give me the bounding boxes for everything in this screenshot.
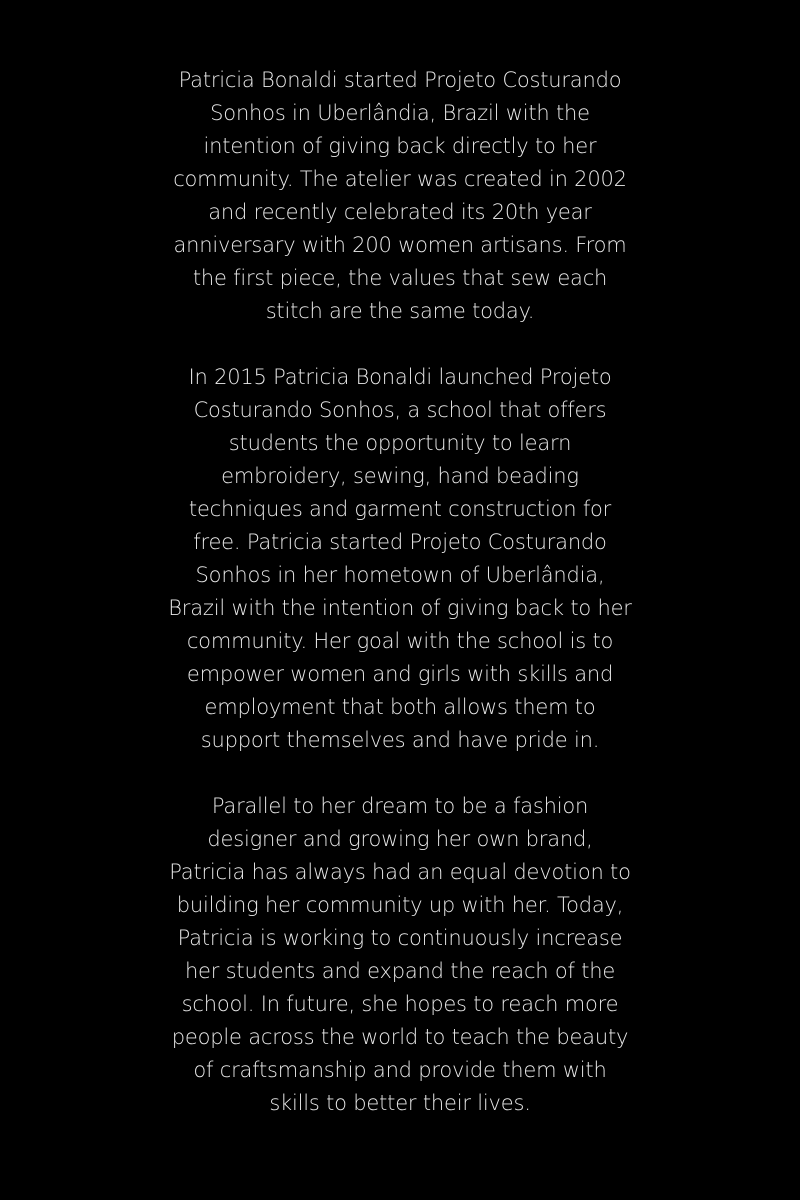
- text-line: students the opportunity to learn: [228, 431, 572, 455]
- text-line: techniques and garment construction for: [188, 497, 612, 521]
- text-line: employment that both allows them to: [204, 695, 596, 719]
- text-line: intention of giving back directly to her: [203, 134, 597, 158]
- text-line: people across the world to teach the beauty: [171, 1025, 629, 1049]
- text-line: empower women and girls with skills and: [186, 662, 614, 686]
- text-line: community. The atelier was created in 2002: [173, 167, 627, 191]
- text-line: designer and growing her own brand,: [207, 827, 593, 851]
- text-line: her students and expand the reach of the: [184, 959, 616, 983]
- text-line: embroidery, sewing, hand beading: [221, 464, 579, 488]
- text-line: building her community up with her. Today,: [176, 893, 624, 917]
- text-line: Costurando Sonhos, a school that offers: [193, 398, 607, 422]
- text-line: Patricia has always had an equal devotion to: [169, 860, 631, 884]
- text-line: Parallel to her dream to be a fashion: [211, 794, 589, 818]
- text-line: school. In future, she hopes to reach more: [181, 992, 619, 1016]
- paragraph-vision: [130, 790, 670, 1120]
- paragraph-school: [130, 361, 670, 757]
- text-line: Sonhos in her hometown of Uberlândia,: [195, 563, 605, 587]
- text-page: [0, 64, 800, 1120]
- text-line: support themselves and have pride in.: [200, 728, 600, 752]
- text-line: skills to better their lives.: [269, 1091, 531, 1115]
- paragraph-history: [130, 64, 670, 328]
- text-line: Patricia is working to continuously increase: [177, 926, 623, 950]
- text-line: community. Her goal with the school is to: [186, 629, 614, 653]
- text-line: the first piece, the values that sew each: [192, 266, 608, 290]
- text-line: Patricia Bonaldi started Projeto Costurando: [178, 68, 622, 92]
- text-line: anniversary with 200 women artisans. From: [173, 233, 627, 257]
- text-line: and recently celebrated its 20th year: [208, 200, 592, 224]
- text-line: Brazil with the intention of giving back to her: [168, 596, 632, 620]
- text-line: free. Patricia started Projeto Costurando: [193, 530, 607, 554]
- text-line: of craftsmanship and provide them with: [193, 1058, 607, 1082]
- text-line: In 2015 Patricia Bonaldi launched Projeto: [188, 365, 612, 389]
- text-line: Sonhos in Uberlândia, Brazil with the: [210, 101, 590, 125]
- text-line: stitch are the same today.: [265, 299, 535, 323]
